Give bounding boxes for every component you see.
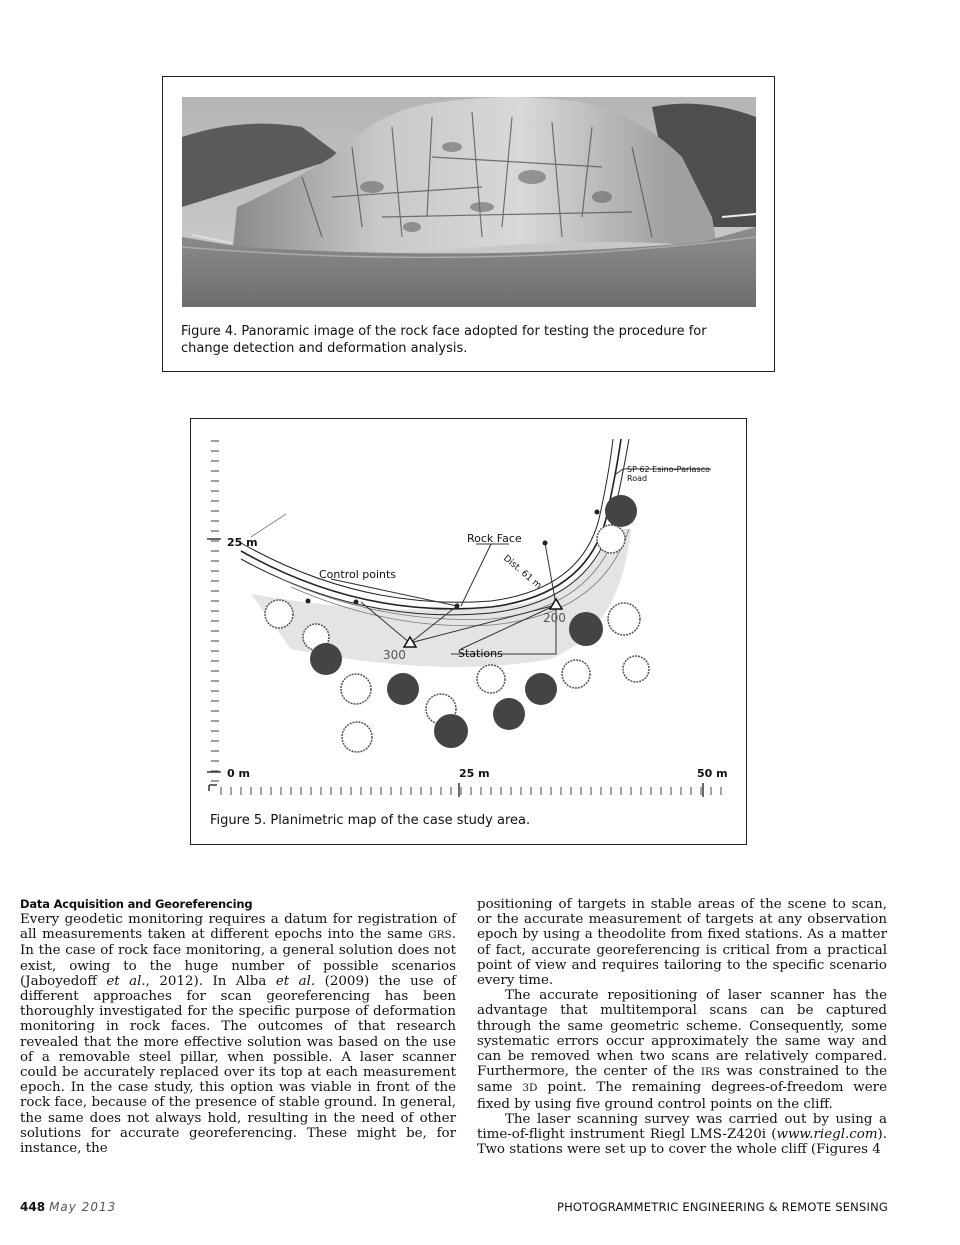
label-station-300: 300 [383, 648, 406, 662]
text-run: , 2012). In Alba [145, 973, 276, 989]
text-run: point. The remaining degrees-of-freedom were fixed by using five ground control points on the cliff. [477, 1080, 887, 1112]
right-column [477, 897, 887, 1157]
acronym-3d: 3D [522, 1082, 538, 1095]
label-50m: 50 m [697, 767, 728, 780]
figure-4-caption: Figure 4. Panoramic image of the rock face adopted for testing the procedure for change detection and deformation analysis. [181, 324, 707, 356]
et-al: et al. [106, 973, 146, 989]
left-column [20, 897, 456, 1156]
et-al: et al. [275, 973, 316, 989]
label-rock-face: Rock Face [467, 532, 522, 545]
issue-date: May 2013 [49, 1200, 117, 1214]
rock-face-image [182, 97, 756, 307]
figure-5-caption: Figure 5. Planimetric map of the case study area. [210, 813, 531, 828]
vertical-scale-ruler [207, 441, 221, 781]
text-run: . In the case of rock face monitoring, a general solution does not exist, owing to the huge number of possible scenarios (Jaboyedoff [20, 927, 456, 989]
figure-5 [190, 418, 747, 845]
planimetric-map [191, 419, 746, 809]
rock-face-photo [182, 97, 756, 307]
text-run: Every geodetic monitoring requires a datum for registration of all measurements taken at different epochs into the same [20, 912, 456, 943]
label-road-2: Road [627, 474, 648, 483]
label-road: SP 62 Esino-Parlasco [627, 465, 710, 474]
text-run: was constrained to the same [477, 1064, 887, 1096]
label-0m: 0 m [227, 767, 250, 780]
right-paragraph-3 [477, 1112, 887, 1158]
page-number: 448 [20, 1200, 46, 1214]
right-paragraph-1: positioning of targets in stable areas of the scene to scan, or the accurate measurement of targets at any observation epoch by using a theodolite from fixed stations. As a matter of fact, accurate georeferencing is critical from a practical point of view and requires tailoring to the specific scenario every time. [477, 897, 887, 989]
acronym-irs: IRS [700, 1066, 721, 1079]
right-paragraph-2 [477, 988, 887, 1112]
text-run: (2009) the use of different approaches for scan georeferencing has been thoroughly investigated for the specific purpose of deformation monitoring in rock faces. The outcomes of that research revealed that the more effective solution was based on the use of a removable steel pillar, when possible. A laser scanner could be accurately replaced over its top at each measurement epoch. In the case study, this option was viable in front of the rock face, because of the presence of stable ground. In general, the same does not always hold, resulting in the need of other solutions for accurate georeferencing. These might be, for instance, the [20, 973, 457, 1157]
journal-name: PHOTOGRAMMETRIC ENGINEERING & REMOTE SENSING [556, 1200, 888, 1214]
label-control-points: Control points [319, 568, 397, 581]
label-25m-left: 25 m [227, 536, 258, 549]
label-25m-bottom: 25 m [459, 767, 490, 780]
label-dist: Dist. 61 m [501, 553, 544, 592]
riegl-url: www.riegl.com [776, 1127, 878, 1143]
left-paragraph [20, 912, 456, 1156]
section-heading: Data Acquisition and Georeferencing [20, 897, 253, 911]
text-run: ). Two stations were set up to cover the whole cliff (Figures 4 [477, 1127, 887, 1158]
figure-4 [162, 76, 775, 372]
label-stations: Stations [458, 647, 503, 660]
horizontal-scale-ruler [209, 783, 721, 797]
acronym-grs: GRS [428, 929, 452, 942]
label-station-200: 200 [543, 611, 566, 625]
text-run: The accurate repositioning of laser scanner has the advantage that multitemporal scans can be captured through the same geometric scheme. Consequently, some systematic errors occur approximately the same way and can be removed when two scans are relatively compared. Furthermore, the center of the [477, 988, 887, 1080]
footer-left [20, 1200, 116, 1214]
text-run: The laser scanning survey was carried out by using a time-of-flight instrument Riegl LMS-Z420i ( [477, 1111, 887, 1143]
